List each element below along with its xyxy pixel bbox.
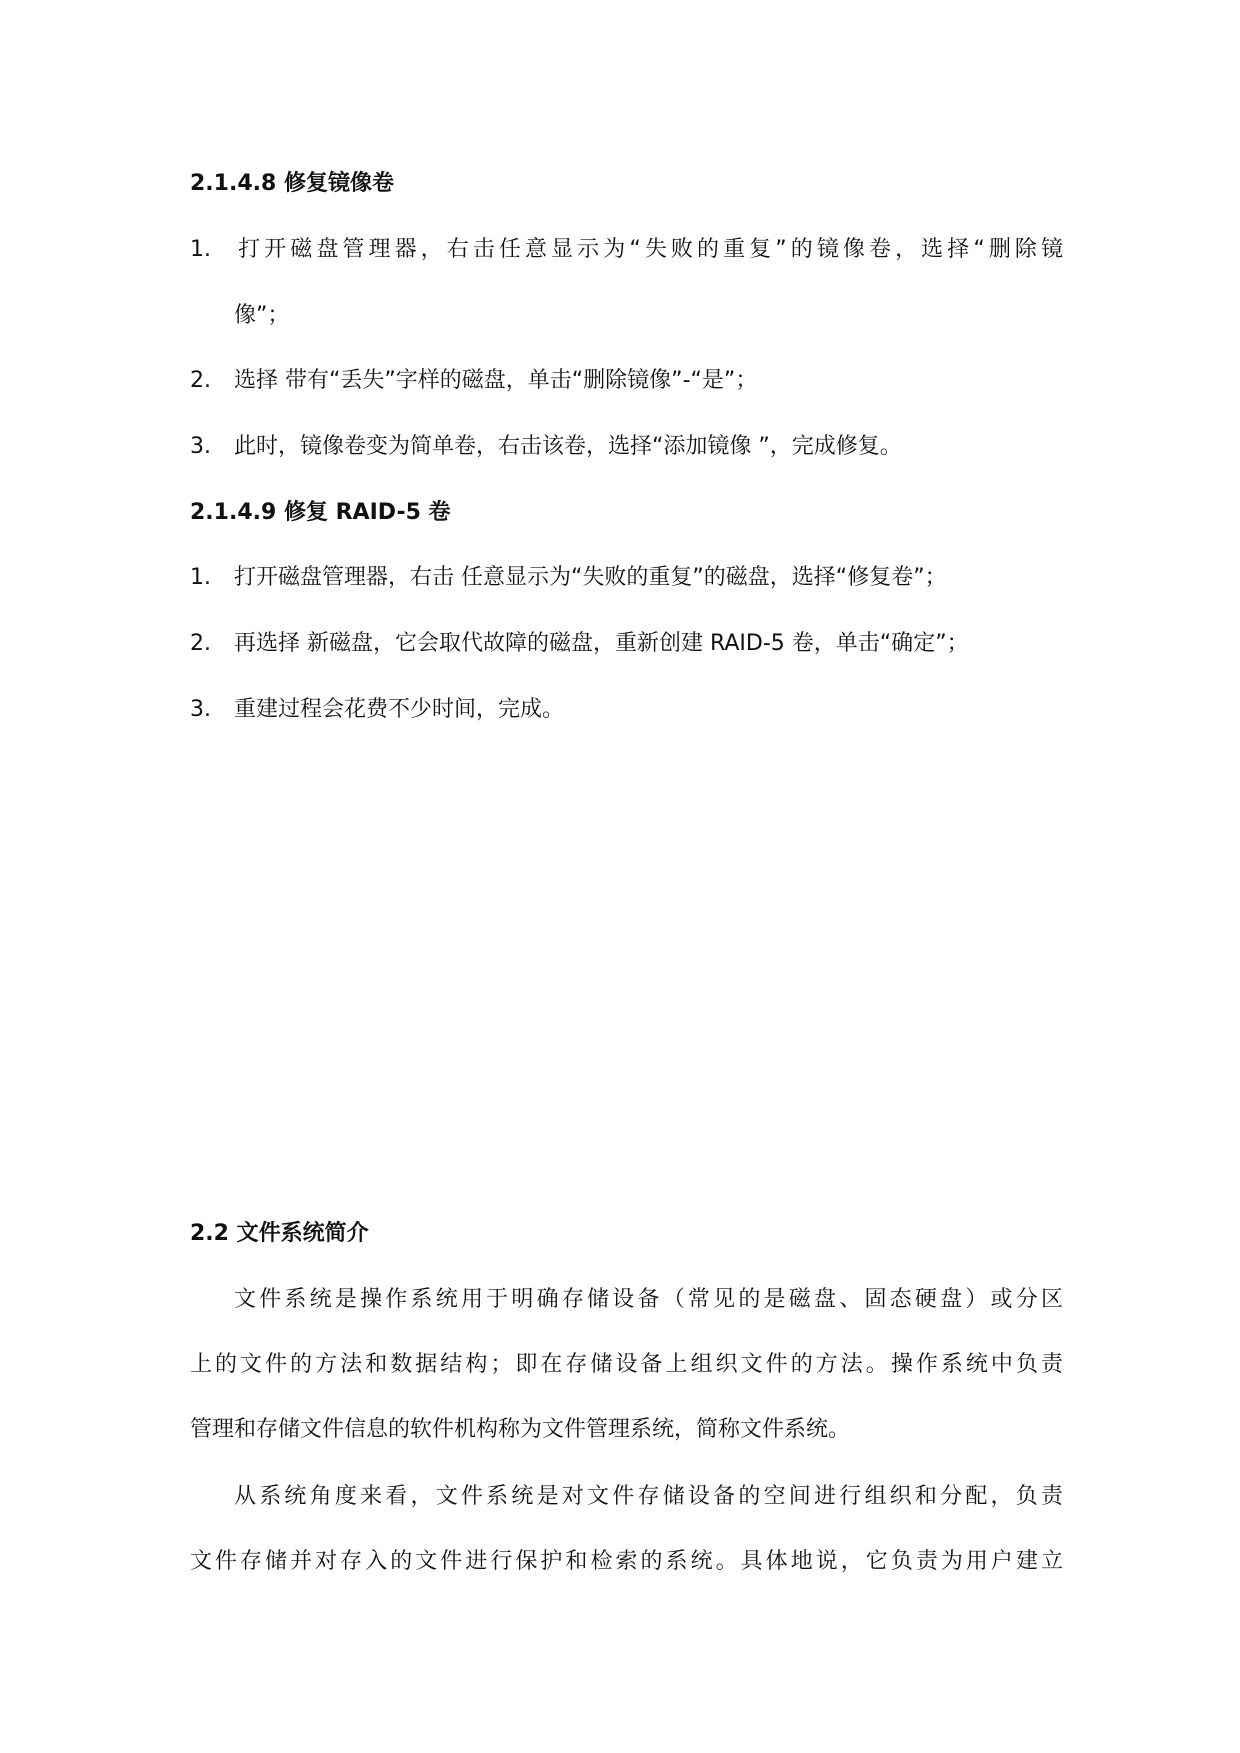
list-number: 1. xyxy=(190,237,211,262)
list-text: 打开磁盘管理器，右击任意显示为“失败的重复”的镜像卷，选择“删除镜 xyxy=(234,237,1063,262)
heading-2-2: 2.2 文件系统简介 xyxy=(190,1221,369,1246)
list-item xyxy=(190,563,947,593)
list-number: 3. xyxy=(190,434,211,459)
paragraph-line: 文件系统是操作系统用于明确存储设备（常见的是磁盘、固态硬盘）或分区 xyxy=(234,1287,1063,1312)
list-item xyxy=(190,366,757,396)
paragraph-line: 文件存储并对存入的文件进行保护和检索的系统。具体地说，它负责为用户建立 xyxy=(190,1549,1063,1574)
list-number: 3. xyxy=(190,697,211,722)
list-text: 再选择 新磁盘，它会取代故障的磁盘，重新创建 RAID-5 卷，单击“确定”； xyxy=(234,631,969,656)
paragraph-line: 上的文件的方法和数据结构；即在存储设备上组织文件的方法。操作系统中负责 xyxy=(190,1352,1063,1377)
list-text: 此时，镜像卷变为简单卷，右击该卷，选择“添加镜像 ”，完成修复。 xyxy=(234,434,902,459)
list-number: 1. xyxy=(190,565,211,590)
list-text: 选择 带有“丢失”字样的磁盘，单击“删除镜像”-“是”； xyxy=(234,368,758,393)
list-item xyxy=(190,432,902,462)
paragraph-line: 管理和存储文件信息的软件机构称为文件管理系统，简称文件系统。 xyxy=(190,1417,851,1442)
list-number: 2. xyxy=(190,631,211,656)
list-number: 2. xyxy=(190,368,211,393)
list-item xyxy=(190,695,564,725)
paragraph-line: 从系统角度来看，文件系统是对文件存储设备的空间进行组织和分配，负责 xyxy=(234,1484,1063,1509)
list-text: 打开磁盘管理器，右击 任意显示为“失败的重复”的磁盘，选择“修复卷”； xyxy=(234,565,947,590)
list-item xyxy=(190,629,969,659)
list-item xyxy=(190,235,1063,265)
list-text: 重建过程会花费不少时间，完成。 xyxy=(234,697,565,722)
list-item-continued: 像”； xyxy=(234,303,290,328)
heading-2-1-4-8: 2.1.4.8 修复镜像卷 xyxy=(190,171,394,196)
heading-2-1-4-9: 2.1.4.9 修复 RAID-5 卷 xyxy=(190,500,451,525)
